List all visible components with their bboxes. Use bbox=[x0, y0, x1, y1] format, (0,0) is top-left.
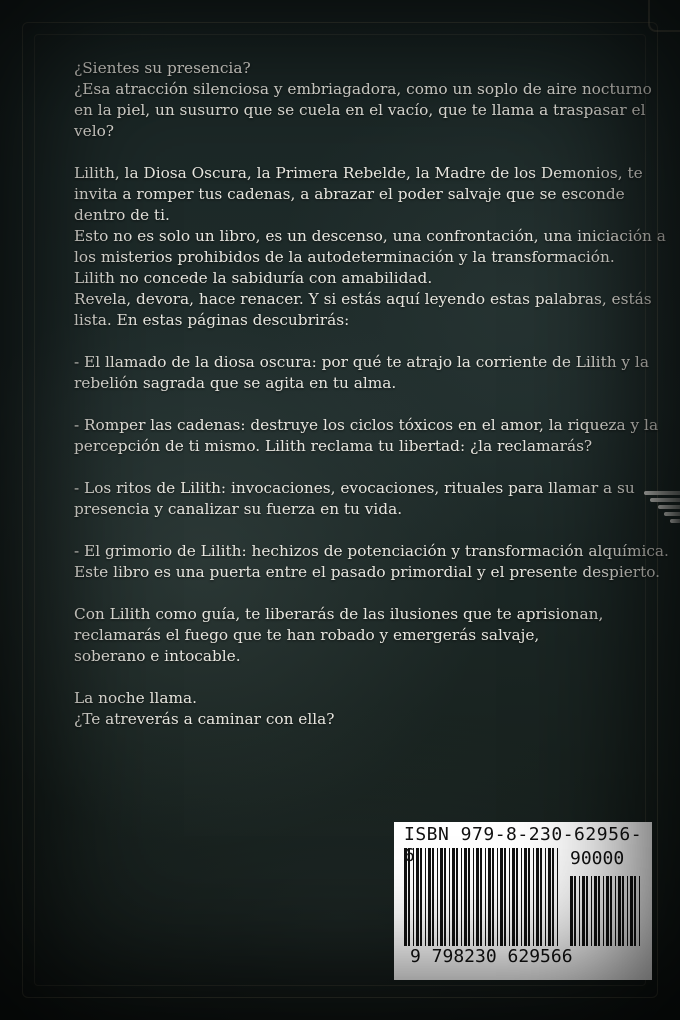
text-line: invita a romper tus cadenas, a abrazar el poder salvaje que se esconde bbox=[74, 185, 625, 203]
text-line: presencia y canalizar su fuerza en tu vida. bbox=[74, 500, 403, 518]
barcode-bar bbox=[603, 876, 604, 946]
text-line: ¿Te atreverás a caminar con ella? bbox=[74, 710, 335, 728]
paragraph bbox=[74, 688, 634, 730]
barcode-bar bbox=[579, 876, 580, 946]
paragraph bbox=[74, 163, 666, 331]
text-line: en la piel, un susurro que se cuela en el vacío, que te llama a traspasar el bbox=[74, 101, 646, 119]
corner-ornament-icon bbox=[648, 0, 680, 32]
text-line: rebelión sagrada que se agita en tu alma. bbox=[74, 374, 397, 392]
isbn-digits: 9 798230 629566 bbox=[410, 946, 573, 967]
text-line: Este libro es una puerta entre el pasado primordial y el presente despierto. bbox=[74, 563, 661, 581]
barcode-bar bbox=[618, 876, 621, 946]
barcode-bar bbox=[627, 876, 628, 946]
price-code: 90000 bbox=[570, 848, 625, 869]
text-line: - El grimorio de Lilith: hechizos de potenciación y transformación alquímica. bbox=[74, 542, 669, 560]
barcode-bar bbox=[574, 876, 576, 946]
isbn-label: ISBN 979-8-230-62956-6 bbox=[404, 824, 643, 866]
text-line: lista. En estas páginas descubrirás: bbox=[74, 311, 350, 329]
text-line: Con Lilith como guía, te liberarás de las ilusiones que te aprisionan, bbox=[74, 605, 604, 623]
text-line: Revela, devora, hace renacer. Y si estás aquí leyendo estas palabras, estás bbox=[74, 290, 652, 308]
barcode-bar bbox=[598, 876, 600, 946]
text-line: La noche llama. bbox=[74, 689, 197, 707]
barcode-bar bbox=[634, 876, 636, 946]
paragraph bbox=[74, 541, 669, 583]
text-line: - Romper las cadenas: destruye los ciclos tóxicos en el amor, la riqueza y la bbox=[74, 416, 659, 434]
barcode-bar bbox=[639, 876, 640, 946]
barcode-bar bbox=[615, 876, 616, 946]
text-line: velo? bbox=[74, 122, 114, 140]
barcode-bar bbox=[582, 876, 585, 946]
text-line: reclamarás el fuego que te han robado y emergerás salvaje, bbox=[74, 626, 540, 644]
barcode-bar bbox=[594, 876, 597, 946]
paragraph bbox=[74, 352, 649, 394]
barcode-bar bbox=[610, 876, 612, 946]
text-line: Esto no es solo un libro, es un descenso, una confrontación, una iniciación a bbox=[74, 227, 666, 245]
text-line: - Los ritos de Lilith: invocaciones, evocaciones, rituales para llamar a su bbox=[74, 479, 635, 497]
barcode-bar bbox=[570, 876, 573, 946]
wing-ornament-icon bbox=[640, 488, 680, 538]
text-line: los misterios prohibidos de la autodeterminación y la transformación. bbox=[74, 248, 615, 266]
text-line: ¿Sientes su presencia? bbox=[74, 59, 251, 77]
isbn-barcode bbox=[394, 822, 652, 980]
paragraph bbox=[74, 604, 634, 667]
barcode-bar bbox=[586, 876, 588, 946]
text-line: soberano e intocable. bbox=[74, 647, 241, 665]
barcode-bar bbox=[591, 876, 592, 946]
barcode-bar bbox=[630, 876, 633, 946]
text-line: ¿Esa atracción silenciosa y embriagadora, como un soplo de aire nocturno bbox=[74, 80, 652, 98]
text-line: dentro de ti. bbox=[74, 206, 170, 224]
paragraph bbox=[74, 478, 634, 520]
text-line: percepción de ti mismo. Lilith reclama tu libertad: ¿la reclamarás? bbox=[74, 437, 593, 455]
text-line: Lilith, la Diosa Oscura, la Primera Rebelde, la Madre de los Demonios, te bbox=[74, 164, 643, 182]
paragraph bbox=[74, 415, 659, 457]
barcode-bar bbox=[606, 876, 609, 946]
text-line: Lilith no concede la sabiduría con amabilidad. bbox=[74, 269, 433, 287]
barcode-bar bbox=[622, 876, 624, 946]
blurb-text bbox=[74, 58, 669, 730]
paragraph bbox=[74, 58, 652, 142]
text-line: - El llamado de la diosa oscura: por qué te atrajo la corriente de Lilith y la bbox=[74, 353, 649, 371]
